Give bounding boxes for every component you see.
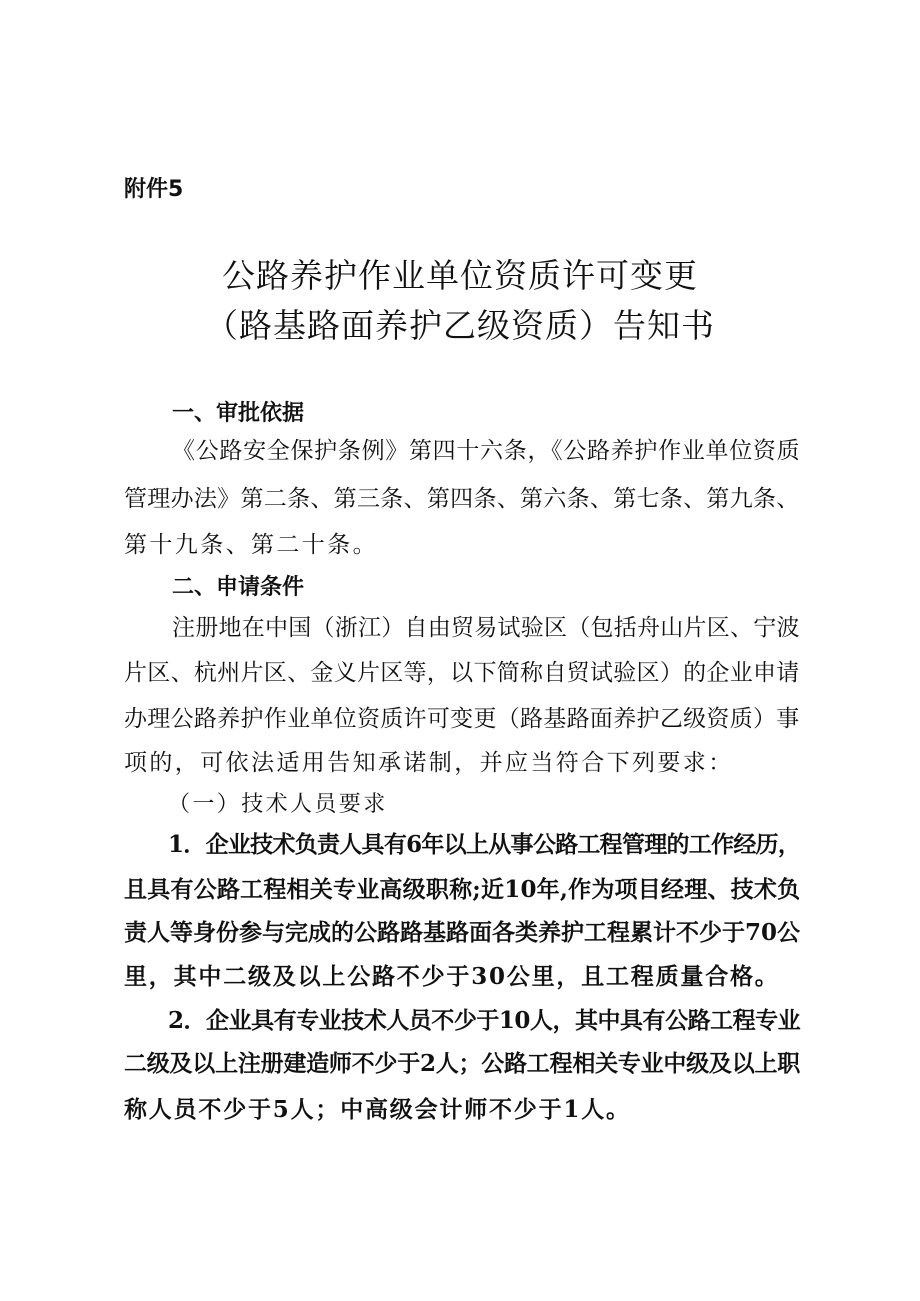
- list-item-line: 且具有公路工程相关专业高级职称;近10年,作为项目经理、技术负: [124, 876, 801, 903]
- list-item-line: 1．企业技术负责人具有6年以上从事公路工程管理的工作经历，: [168, 831, 801, 858]
- paragraph-line: 管理办法》第二条、第三条、第四条、第六条、第七条、第九条、: [124, 486, 800, 512]
- document-title-line-2: （路基路面养护乙级资质）告知书: [205, 306, 715, 345]
- attachment-label: 附件5: [124, 177, 184, 202]
- section-heading-approval-basis: 一、审批依据: [172, 401, 305, 426]
- paragraph-line: 《公路安全保护条例》第四十六条，《公路养护作业单位资质: [172, 438, 801, 464]
- list-item-line: 责人等身份参与完成的公路路基路面各类养护工程累计不少于70公: [124, 919, 801, 946]
- paragraph-line: 办理公路养护作业单位资质许可变更（路基路面养护乙级资质）事: [124, 706, 800, 732]
- paragraph-line: 片区、杭州片区、金义片区等，以下简称自贸试验区）的企业申请: [124, 660, 800, 686]
- list-item-line: 里，其中二级及以上公路不少于30公里，且工程质量合格。: [124, 963, 780, 990]
- subheading-technical-staff: （一）技术人员要求: [168, 792, 388, 817]
- paragraph-line: 项的，可依法适用告知承诺制，并应当符合下列要求：: [124, 750, 734, 776]
- list-item-line: 二级及以上注册建造师不少于2人；公路工程相关专业中级及以上职: [124, 1050, 801, 1077]
- paragraph-line: 注册地在中国（浙江）自由贸易试验区（包括舟山片区、宁波: [172, 615, 800, 641]
- list-item-line: 2．企业具有专业技术人员不少于10人，其中具有公路工程专业: [168, 1007, 801, 1034]
- section-heading-application-conditions: 二、申请条件: [172, 575, 305, 600]
- document-title-line-1: 公路养护作业单位资质许可变更: [222, 256, 698, 295]
- list-item-line: 称人员不少于5人；中高级会计师不少于1人。: [124, 1096, 631, 1123]
- paragraph-line: 第十九条、第二十条。: [124, 532, 378, 558]
